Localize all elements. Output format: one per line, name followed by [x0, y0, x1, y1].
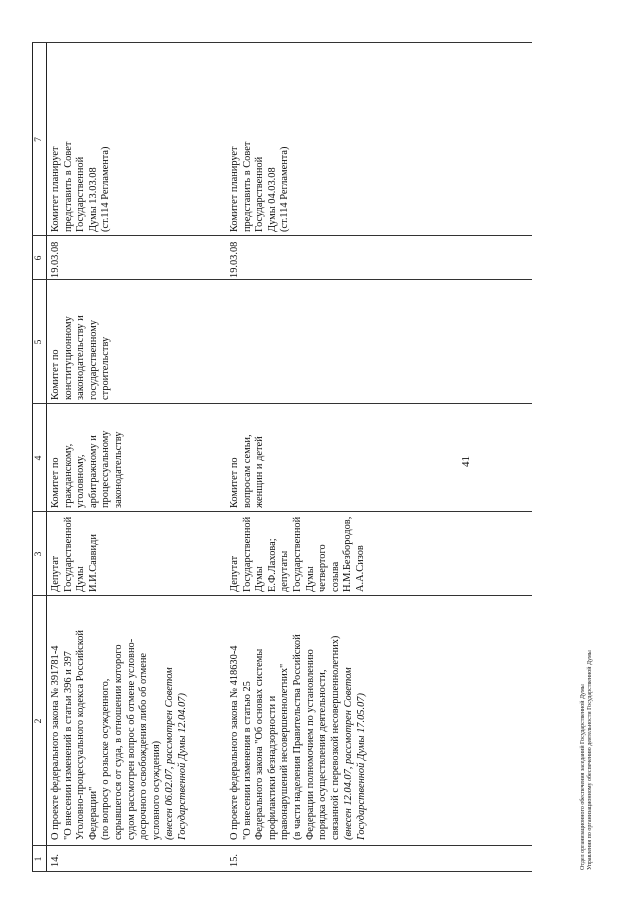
bill-submission-note: (внесен 06.02.07, рассмотрен Советом Государственной Думы 12.04.07) — [164, 667, 188, 840]
row-number: 15. — [229, 854, 240, 867]
header-bottom-rule — [46, 42, 47, 872]
co-executor-committee: Комитет по конституционному законодательству и государственному строительству — [50, 315, 112, 400]
column-header: 3 — [34, 551, 44, 557]
footer-department: Отдел организационного обеспечения заседаний Государственной Думы — [580, 684, 586, 870]
bill-title: О проекте федерального закона № 418630-4 "О внесении изменения в статью 25 Федерального закона "Об основах системы профилактики безнадзорности и правонарушений несовершеннолетних" (в части наделения Правительства Российской Федерации полномочием по установлению порядка осуществления деятельности, связанной с перевозкой несовершеннолетних) — [229, 634, 341, 840]
bill-initiator: Депутат Государственной Думы И.И.Саввиди — [50, 516, 99, 592]
bill-title: О проекте федерального закона № 391781-4 "О внесении изменений в статьи 396 и 397 Уголовно-процессуального кодекса Российской Федерации" (по вопросу о розыске осужденного, скрывшегося от суда, в отношении которого судом рассмотрен вопрос об отмене условно- досрочного освобождения либо об отмене условного осуждения) — [50, 630, 162, 840]
document-page — [32, 42, 592, 872]
bill-submission-note: (внесен 12.04.07, рассмотрен Советом Государственной Думы 17.05.07) — [343, 667, 367, 840]
footer-directorate: Управления по организационному обеспечению деятельности Государственной Думы — [587, 650, 593, 870]
column-header: 6 — [34, 255, 44, 261]
planned-date: 19.03.08 — [50, 241, 61, 278]
bill-initiator: Депутат Государственной Думы Е.Ф.Лахова; депутаты Государственной Думы четвертого созыва Н.М.Безбородов, А.А.Сизов — [229, 516, 366, 592]
planned-date: 19.03.08 — [229, 241, 240, 278]
table-left-border — [32, 871, 532, 872]
column-header: 4 — [34, 455, 44, 461]
column-header: 5 — [34, 339, 44, 345]
column-header: 2 — [34, 718, 44, 724]
column-divider — [32, 235, 532, 236]
column-header: 7 — [34, 137, 44, 142]
page-number: 41 — [460, 456, 472, 467]
column-header: 1 — [34, 856, 44, 862]
responsible-committee: Комитет по вопросам семьи, женщин и детей — [229, 434, 266, 508]
committee-plan: Комитет планирует представить в Совет Государственной Думы 13.03.08 (ст.114 Регламента) — [50, 141, 112, 232]
committee-plan: Комитет планирует представить в Совет Государственной Думы 04.03.08 (ст.114 Регламента) — [229, 141, 291, 232]
column-divider — [32, 845, 532, 846]
row-number: 14. — [50, 854, 61, 867]
responsible-committee: Комитет по гражданскому, уголовному, арбитражному и процессуальному законодательству — [50, 430, 124, 508]
